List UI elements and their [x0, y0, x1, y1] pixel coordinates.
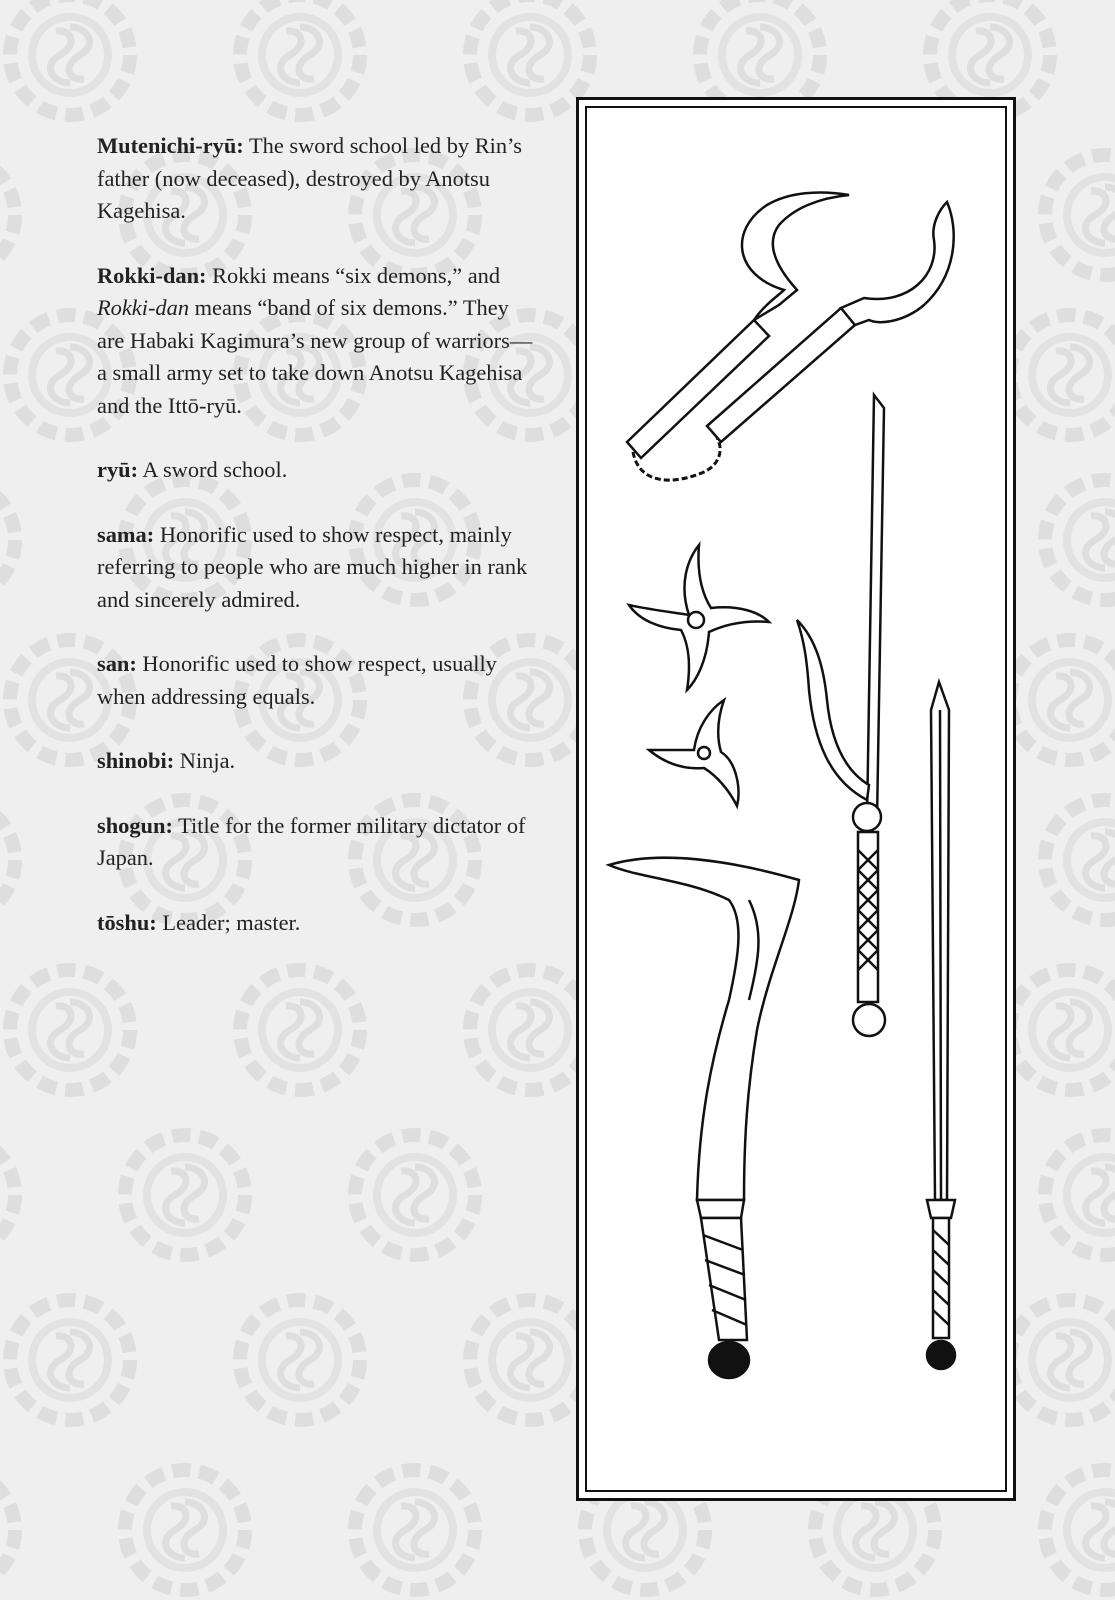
weapons-illustration — [579, 100, 1003, 1488]
glossary-definition: The sword school led by Rin’s father (now deceased), destroyed by Anotsu Kagehisa. — [97, 133, 522, 223]
glossary-term: Rokki-dan: — [97, 262, 207, 288]
glossary-entry-san — [97, 648, 537, 713]
glossary-definition: Ninja. — [174, 748, 236, 773]
glossary-term: shogun: — [97, 812, 173, 838]
glossary-definition: Title for the former military dictator of Japan. — [97, 812, 526, 870]
glossary-definition: Honorific used to show respect, mainly referring to people who are much higher in rank and sincerely admired. — [97, 521, 528, 612]
glossary-entry-mutenichi-ryu — [97, 130, 537, 228]
illustration-frame — [576, 97, 1016, 1501]
glossary-term: ryū: — [97, 457, 139, 482]
glossary-entry-ryu — [97, 454, 537, 487]
shuriken-small-icon — [649, 700, 738, 806]
glossary-term: tōshu: — [97, 909, 157, 935]
glossary-entry-shogun — [97, 810, 537, 875]
shuriken-large-icon — [629, 545, 769, 690]
glossary-entry-rokki-dan — [97, 260, 537, 423]
glossary-definition: means “band of six demons.” They are Habaki Kagimura’s new group of warriors—a small army set to take down Anotsu Kagehisa and the Ittō-ryū. — [97, 295, 533, 418]
jitte-weapon-icon — [797, 395, 885, 1036]
glossary-definition: Honorific used to show respect, usually when addressing equals. — [97, 651, 497, 709]
glossary-definition-italic: Rokki-dan — [97, 295, 190, 320]
glossary-list — [97, 130, 537, 971]
glossary-entry-shinobi — [97, 745, 537, 778]
glossary-definition: A sword school. — [138, 457, 288, 482]
glossary-term: sama: — [97, 521, 155, 547]
glossary-definition: Rokki means “six demons,” and — [206, 262, 501, 288]
glossary-term: san: — [97, 651, 137, 676]
curved-machete-icon — [609, 858, 799, 1378]
glossary-entry-sama — [97, 519, 537, 617]
glossary-definition: Leader; master. — [156, 909, 301, 935]
glossary-term: Mutenichi-ryū: — [97, 133, 244, 158]
glossary-term: shinobi: — [97, 748, 175, 773]
straight-sword-icon — [927, 682, 955, 1369]
glossary-entry-toshu — [97, 907, 537, 940]
